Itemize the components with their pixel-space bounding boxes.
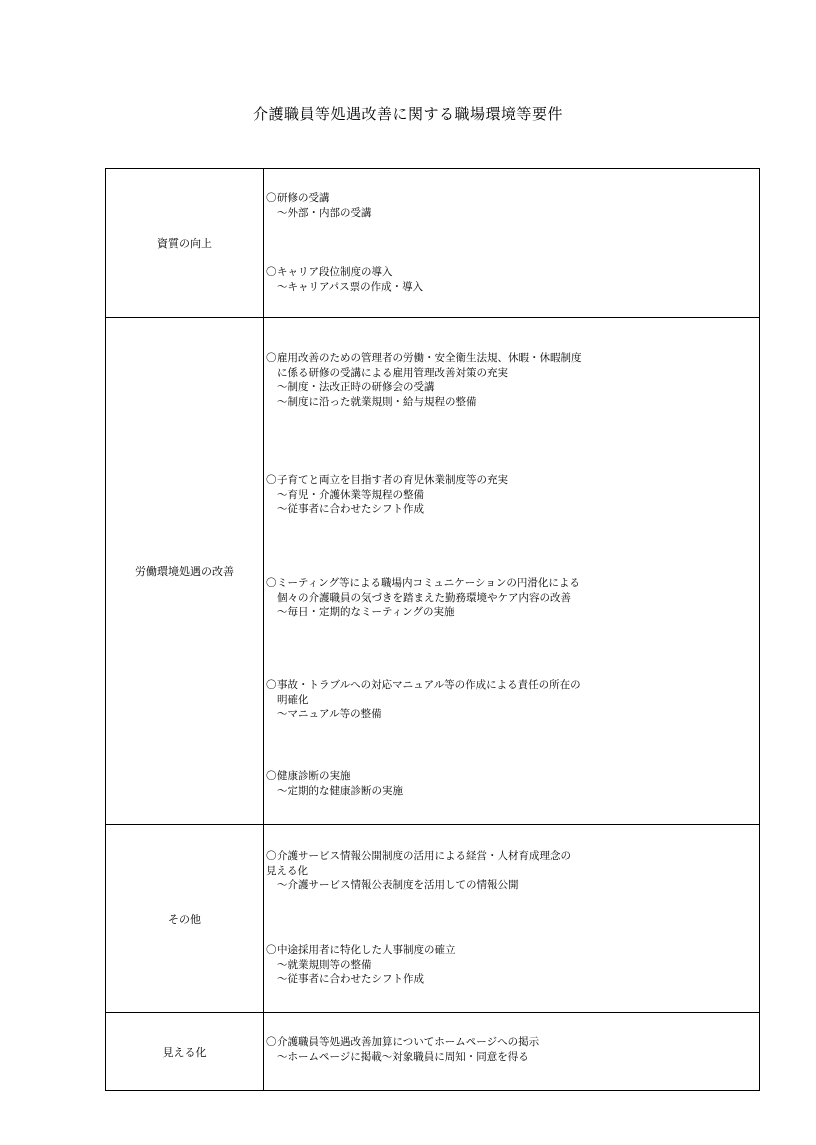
requirement-item — [266, 943, 755, 987]
content-cell — [264, 825, 760, 1013]
item-detail: 〜従事者に合わせたシフト作成 — [277, 973, 424, 985]
table-row-quality — [106, 169, 760, 318]
document-title: 介護職員等処遇改善に関する職場環境等要件 — [252, 105, 563, 123]
item-heading: 研修の受講 — [277, 192, 330, 204]
circle-bullet: 〇 — [266, 474, 277, 486]
item-detail: 〜介護サービス情報公表制度を活用しての情報公開 — [277, 879, 519, 891]
item-detail: 〜マニュアル等の整備 — [277, 708, 382, 720]
table-row-work-environment — [106, 318, 760, 825]
content-cell — [264, 169, 760, 318]
category-cell: 労働環境処遇の改善 — [106, 318, 264, 825]
item-detail: 〜定期的な健康診断の実施 — [277, 784, 403, 797]
table-row-other — [106, 825, 760, 1013]
item-heading-continued: 明確化 — [277, 693, 309, 706]
item-detail: 〜キャリアパス票の作成・導入 — [277, 280, 424, 293]
requirements-table — [105, 168, 760, 1091]
item-heading: 介護職員等処遇改善加算についてホームページへの掲示 — [277, 1036, 540, 1048]
circle-bullet: 〇 — [266, 944, 277, 956]
item-detail: 〜ホームページに掲載〜対象職員に周知・同意を得る — [277, 1050, 529, 1063]
item-heading: ミーティング等による職場内コミュニケーションの円滑化による — [277, 577, 580, 589]
item-heading-continued: に係る研修の受講による雇用管理改善対策の充実 — [277, 366, 508, 379]
content-cell — [264, 1013, 760, 1091]
item-heading: 中途採用者に特化した人事制度の確立 — [277, 944, 456, 956]
requirement-item — [266, 191, 755, 220]
item-heading: 事故・トラブルへの対応マニュアル等の作成による責任の所在の — [277, 679, 581, 691]
category-cell: その他 — [106, 825, 264, 1013]
requirement-item — [266, 576, 755, 620]
item-heading-continued: 見える化 — [266, 864, 308, 877]
requirement-item — [266, 1035, 755, 1064]
item-heading: 介護サービス情報公開制度の活用による経営・人材育成理念の — [277, 850, 571, 862]
item-detail: 〜毎日・定期的なミーティングの実施 — [277, 606, 455, 618]
category-cell: 見える化 — [106, 1013, 264, 1091]
circle-bullet: 〇 — [266, 352, 277, 364]
item-detail: 〜従事者に合わせたシフト作成 — [277, 503, 424, 515]
item-detail: 〜外部・内部の受講 — [277, 206, 372, 219]
circle-bullet: 〇 — [266, 1036, 277, 1048]
item-heading-continued: 個々の介護職員の気づきを踏まえた勤務環境やケア内容の改善 — [277, 591, 571, 604]
category-cell: 資質の向上 — [106, 169, 264, 318]
requirement-item — [266, 473, 755, 517]
circle-bullet: 〇 — [266, 679, 277, 691]
item-detail: 〜育児・介護休業等規程の整備 — [277, 488, 424, 501]
requirement-item — [266, 351, 755, 409]
item-heading: 健康診断の実施 — [277, 770, 351, 782]
item-detail: 〜制度に沿った就業規則・給与規程の整備 — [277, 395, 477, 408]
item-heading: 子育てと両立を目指す者の育児休業制度等の充実 — [277, 474, 508, 486]
circle-bullet: 〇 — [266, 266, 277, 278]
item-heading: 雇用改善のための管理者の労働・安全衛生法規、休暇・休暇制度 — [277, 352, 582, 364]
table-row-visibility — [106, 1013, 760, 1091]
requirement-item — [266, 265, 755, 294]
item-detail: 〜制度・法改正時の研修会の受講 — [277, 381, 435, 393]
circle-bullet: 〇 — [266, 577, 277, 589]
circle-bullet: 〇 — [266, 192, 277, 204]
requirement-item — [266, 849, 755, 893]
item-detail: 〜就業規則等の整備 — [277, 958, 372, 971]
item-heading: キャリア段位制度の導入 — [277, 266, 393, 278]
requirement-item — [266, 678, 755, 722]
circle-bullet: 〇 — [266, 770, 277, 782]
requirement-item — [266, 769, 755, 798]
content-cell — [264, 318, 760, 825]
circle-bullet: 〇 — [266, 850, 277, 862]
